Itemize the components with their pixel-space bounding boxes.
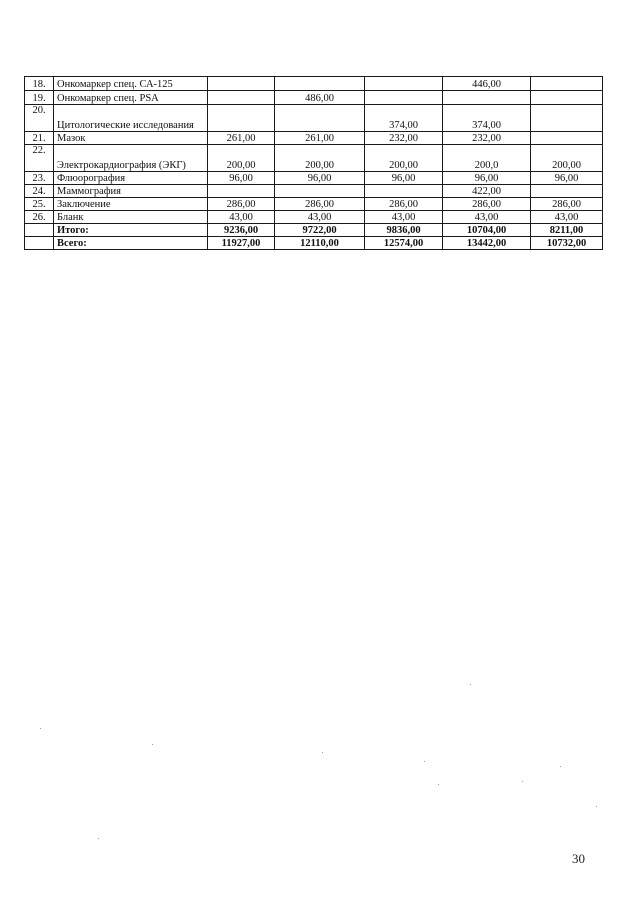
service-name: Электрокардиография (ЭКГ) [54, 145, 208, 172]
table-row [25, 105, 603, 132]
grand-total-cell: 11927,00 [208, 237, 275, 250]
grand-total-row [25, 237, 603, 250]
service-name: Флюорография [54, 172, 208, 185]
grand-total-cell: 12110,00 [275, 237, 365, 250]
page-number: 30 [572, 851, 585, 866]
service-name: Мазок [54, 132, 208, 145]
scan-speck [470, 684, 471, 685]
price-cell: 374,00 [365, 105, 443, 132]
row-number: 22. [25, 145, 54, 172]
price-cell [275, 185, 365, 198]
table-row [25, 198, 603, 211]
table-row [25, 185, 603, 198]
grand-total-cell: 10732,00 [531, 237, 603, 250]
price-cell: 286,00 [443, 198, 531, 211]
table-row [25, 132, 603, 145]
row-number: 18. [25, 77, 54, 91]
price-cell: 43,00 [443, 211, 531, 224]
price-cell: 446,00 [443, 77, 531, 91]
price-table [24, 76, 603, 250]
table-row [25, 145, 603, 172]
price-cell: 232,00 [365, 132, 443, 145]
price-cell [365, 91, 443, 105]
price-cell: 286,00 [531, 198, 603, 211]
price-cell: 43,00 [531, 211, 603, 224]
subtotal-cell: 8211,00 [531, 224, 603, 237]
row-number [25, 237, 54, 250]
grand-total-cell: 12574,00 [365, 237, 443, 250]
service-name: Маммография [54, 185, 208, 198]
price-cell: 43,00 [275, 211, 365, 224]
subtotal-cell: 9236,00 [208, 224, 275, 237]
price-cell [531, 132, 603, 145]
row-number: 20. [25, 105, 54, 132]
scan-speck [98, 838, 99, 839]
row-number: 19. [25, 91, 54, 105]
price-cell: 200,0 [443, 145, 531, 172]
price-cell: 43,00 [208, 211, 275, 224]
price-cell [531, 77, 603, 91]
row-number: 21. [25, 132, 54, 145]
grand-total-label: Всего: [54, 237, 208, 250]
price-cell: 96,00 [531, 172, 603, 185]
price-cell [365, 77, 443, 91]
price-cell: 200,00 [208, 145, 275, 172]
price-cell: 286,00 [208, 198, 275, 211]
price-cell: 96,00 [275, 172, 365, 185]
price-cell [365, 185, 443, 198]
price-cell: 261,00 [275, 132, 365, 145]
row-number: 25. [25, 198, 54, 211]
scan-speck [424, 761, 425, 762]
price-cell: 374,00 [443, 105, 531, 132]
price-cell: 232,00 [443, 132, 531, 145]
price-cell: 200,00 [365, 145, 443, 172]
subtotal-cell: 10704,00 [443, 224, 531, 237]
service-name: Онкомаркер спец. PSA [54, 91, 208, 105]
service-name: Бланк [54, 211, 208, 224]
price-cell [208, 77, 275, 91]
price-cell: 286,00 [275, 198, 365, 211]
price-cell [275, 77, 365, 91]
price-cell [443, 91, 531, 105]
price-cell [208, 185, 275, 198]
service-name: Цитологические исследования [54, 105, 208, 132]
subtotal-cell: 9836,00 [365, 224, 443, 237]
scan-speck [522, 781, 523, 782]
subtotal-label: Итого: [54, 224, 208, 237]
table-row [25, 77, 603, 91]
price-cell: 261,00 [208, 132, 275, 145]
table-row [25, 91, 603, 105]
service-name: Онкомаркер спец. СА-125 [54, 77, 208, 91]
scan-speck [40, 728, 41, 729]
scan-speck [322, 752, 323, 753]
scan-speck [152, 744, 153, 745]
price-cell: 286,00 [365, 198, 443, 211]
row-number: 23. [25, 172, 54, 185]
table-row [25, 172, 603, 185]
price-cell: 422,00 [443, 185, 531, 198]
price-cell: 96,00 [443, 172, 531, 185]
row-number: 26. [25, 211, 54, 224]
price-cell: 200,00 [531, 145, 603, 172]
price-cell [531, 91, 603, 105]
price-cell [531, 185, 603, 198]
price-cell: 200,00 [275, 145, 365, 172]
price-cell: 96,00 [208, 172, 275, 185]
row-number [25, 224, 54, 237]
scan-speck [438, 784, 439, 785]
scan-speck [560, 766, 561, 767]
price-cell: 486,00 [275, 91, 365, 105]
price-cell [531, 105, 603, 132]
price-cell [208, 91, 275, 105]
service-name: Заключение [54, 198, 208, 211]
price-cell: 43,00 [365, 211, 443, 224]
price-cell: 96,00 [365, 172, 443, 185]
subtotal-cell: 9722,00 [275, 224, 365, 237]
row-number: 24. [25, 185, 54, 198]
scan-speck [596, 806, 597, 807]
subtotal-row [25, 224, 603, 237]
price-cell [208, 105, 275, 132]
price-cell [275, 105, 365, 132]
grand-total-cell: 13442,00 [443, 237, 531, 250]
table-row [25, 211, 603, 224]
